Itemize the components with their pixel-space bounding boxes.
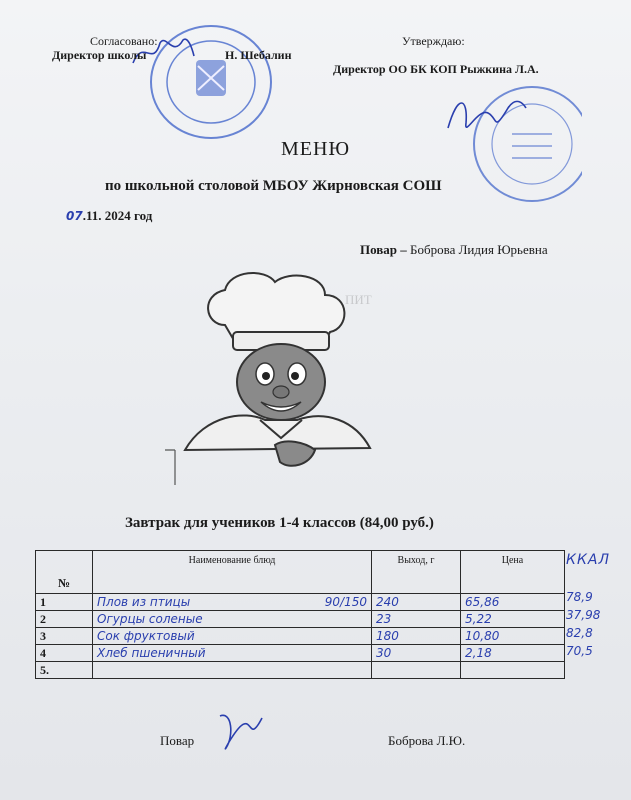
header-price: Цена — [461, 551, 565, 594]
row-num: 4 — [36, 645, 93, 662]
table-row — [36, 611, 565, 628]
table-header-row — [36, 551, 565, 594]
dish-price: 5,22 — [461, 611, 565, 628]
header-yield: Выход, г — [372, 551, 461, 594]
dish-weight: 240 — [372, 594, 461, 611]
cook-label: Повар – — [360, 242, 407, 257]
menu-date — [66, 208, 152, 224]
table-row — [36, 594, 565, 611]
row-num: 2 — [36, 611, 93, 628]
kcal-value: 37,98 — [566, 608, 601, 622]
approved-position: Директор школы — [52, 48, 147, 62]
row-num: 5. — [36, 662, 93, 679]
header-num: № — [36, 551, 93, 594]
dish-weight: 23 — [372, 611, 461, 628]
dish-cell — [93, 594, 372, 611]
dish-weight: 180 — [372, 628, 461, 645]
kcal-value: 70,5 — [566, 644, 593, 658]
cook-line — [360, 242, 548, 258]
approved-name: Н. Шебалин — [225, 48, 292, 62]
dish-name: Огурцы соленые — [93, 611, 372, 628]
dish-name: Сок фруктовый — [93, 628, 372, 645]
dish-price: 65,86 — [461, 594, 565, 611]
breakfast-title: Завтрак для учеников 1-4 классов (84,00 руб.) — [125, 515, 434, 531]
table-row — [36, 662, 565, 679]
dish-portion: 90/150 — [324, 595, 367, 609]
page-title: МЕНЮ — [281, 138, 350, 160]
kcal-value: 82,8 — [566, 626, 593, 640]
dish-name: Плов из птицы — [97, 595, 191, 609]
kcal-value: 78,9 — [566, 590, 593, 604]
dish-weight — [372, 662, 461, 679]
cook-name: Боброва Лидия Юрьевна — [410, 242, 548, 257]
dish-weight: 30 — [372, 645, 461, 662]
dish-price: 2,18 — [461, 645, 565, 662]
dish-name — [93, 662, 372, 679]
table-row — [36, 645, 565, 662]
dish-name: Хлеб пшеничный — [93, 645, 372, 662]
approved-label: Согласовано: — [90, 34, 158, 48]
header-dish: Наименование блюд — [93, 551, 372, 594]
date-day-handwritten: 07 — [66, 209, 83, 223]
footer-cook-label: Повар — [160, 733, 195, 748]
cook-signature — [212, 706, 272, 756]
dish-price: 10,80 — [461, 628, 565, 645]
row-num: 3 — [36, 628, 93, 645]
menu-table — [35, 550, 565, 679]
row-num: 1 — [36, 594, 93, 611]
kcal-header: ККАЛ — [566, 552, 610, 568]
dish-price — [461, 662, 565, 679]
bleed-text: ПИТ — [345, 292, 372, 307]
page-subtitle: по школьной столовой МБОУ Жирновская СОШ — [105, 178, 442, 194]
date-printed: .11. 2024 год — [82, 208, 153, 223]
footer-cook-name: Боброва Л.Ю. — [388, 733, 466, 748]
confirm-label: Утверждаю: — [402, 34, 465, 48]
table-row — [36, 628, 565, 645]
confirm-position: Директор ОО БК КОП Рыжкина Л.А. — [333, 62, 539, 76]
